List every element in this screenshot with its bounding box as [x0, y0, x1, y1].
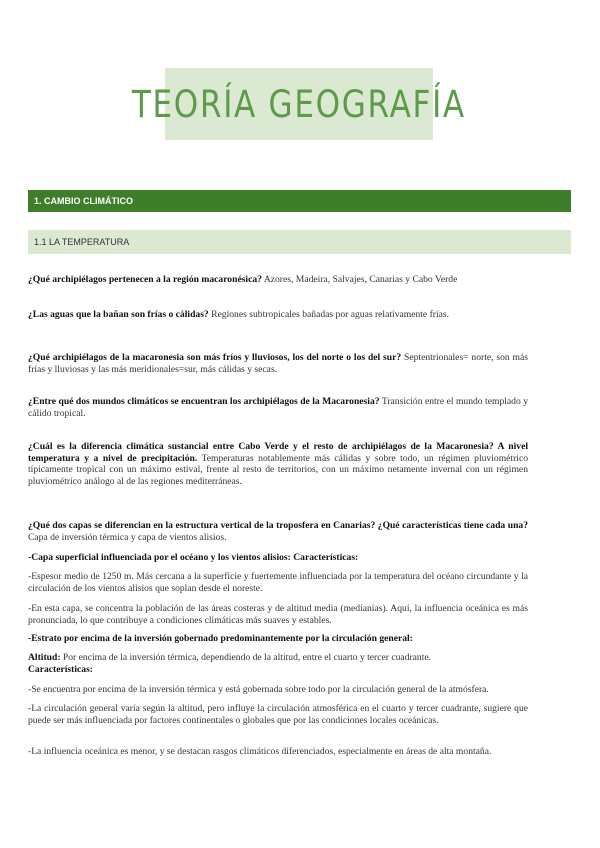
question: ¿Cuál es la diferencia climática sustancial entre Cabo Verde y el resto de archipiélagos de la Macaronesia? A nivel temperatura y a nivel de precipitación.: [28, 441, 528, 464]
layer1-paragraph: -En esta capa, se concentra la población de las áreas costeras y de altitud media (medianías). Aquí, la influencia oceánica es más pronunciada, lo que contribuye a condiciones climáticas más suaves y estables.: [28, 603, 528, 626]
qa-item: [28, 274, 548, 286]
answer: Transición entre el mundo templado y cálido tropical.: [28, 396, 529, 419]
layer1-heading: -Capa superficial influenciada por el océano y los vientos alisios: Características:: [28, 552, 359, 563]
altitude-text: Por encima de la inversión térmica, dependiendo de la altitud, entre el cuarto y tercer cuadrante.: [60, 652, 432, 663]
altitude-paragraph: [28, 652, 528, 675]
layer2-paragraph: -Se encuentra por encima de la inversión térmica y está gobernada sobre todo por la circulación general de la atmósfera.: [28, 684, 489, 695]
qa-item: [28, 396, 528, 419]
layer2-paragraph: -La influencia oceánica es menor, y se destacan rasgos climáticos diferenciados, especialmente en áreas de alta montaña.: [28, 746, 492, 757]
altitude-label: Altitud:: [28, 652, 61, 663]
page-title: TEORÍA GEOGRAFÍA: [131, 82, 467, 126]
answer: Capa de inversión térmica y capa de vientos alisios.: [28, 531, 227, 543]
qa-item: [28, 520, 528, 543]
layer2-heading: -Estrato por encima de la inversión gobernado predominantemente por la circulación general:: [28, 633, 413, 644]
section-heading-label: 1. CAMBIO CLIMÁTICO: [34, 196, 133, 206]
question: ¿Qué archipiélagos pertenecen a la región macaronésica?: [28, 274, 262, 285]
qa-item: [28, 352, 528, 375]
title-banner: [131, 68, 467, 140]
answer: Septentrionales= norte, son más frías y lluviosas y las más meridionales=sur, más cálidas y secas.: [28, 352, 529, 375]
answer: Regiones subtropicales bañadas por aguas relativamente frías.: [208, 309, 450, 320]
layer1-paragraph: -Espesor medio de 1250 m. Más cercana a la superficie y fuertemente influenciada por la temperatura del océano circundante y la circulación de los vientos alisios que soplan desde el noreste.: [28, 571, 528, 594]
subsection-heading: [28, 230, 571, 254]
qa-item: [28, 309, 528, 321]
layer2-paragraph: -La circulación general varía según la altitud, pero influye la circulación atmosférica en el cuarto y tercer cuadrante, sugiere que puede ser más influenciada por factores continentales o globales que por las condiciones locales oceánicas.: [28, 703, 528, 726]
question: ¿Qué dos capas se diferencian en la estructura vertical de la troposfera en Canarias? ¿Qué características tiene cada una?: [28, 520, 528, 531]
qa-item: [28, 441, 528, 487]
question: ¿Entre qué dos mundos climáticos se encuentran los archipiélagos de la Macaronesia?: [28, 396, 380, 407]
question: ¿Las aguas que la bañan son frías o cálidas?: [28, 309, 209, 320]
answer: Azores, Madeira, Salvajes, Canarias y Cabo Verde: [261, 274, 458, 285]
question: ¿Qué archipiélagos de la macaronesia son más fríos y lluviosos, los del norte o los del sur?: [28, 352, 402, 363]
characteristics-label: Características:: [28, 663, 93, 675]
section-heading: [28, 190, 571, 212]
subsection-heading-label: 1.1 LA TEMPERATURA: [34, 237, 130, 247]
answer: Temperaturas notablemente más cálidas y sobre todo, un régimen pluviométrico típicamente tropical con un máximo estival, frente al resto de territorios, con un máximo netamente invernal con un régimen pluviométrico análogo al de las regiones mediterráneas.: [28, 452, 528, 487]
